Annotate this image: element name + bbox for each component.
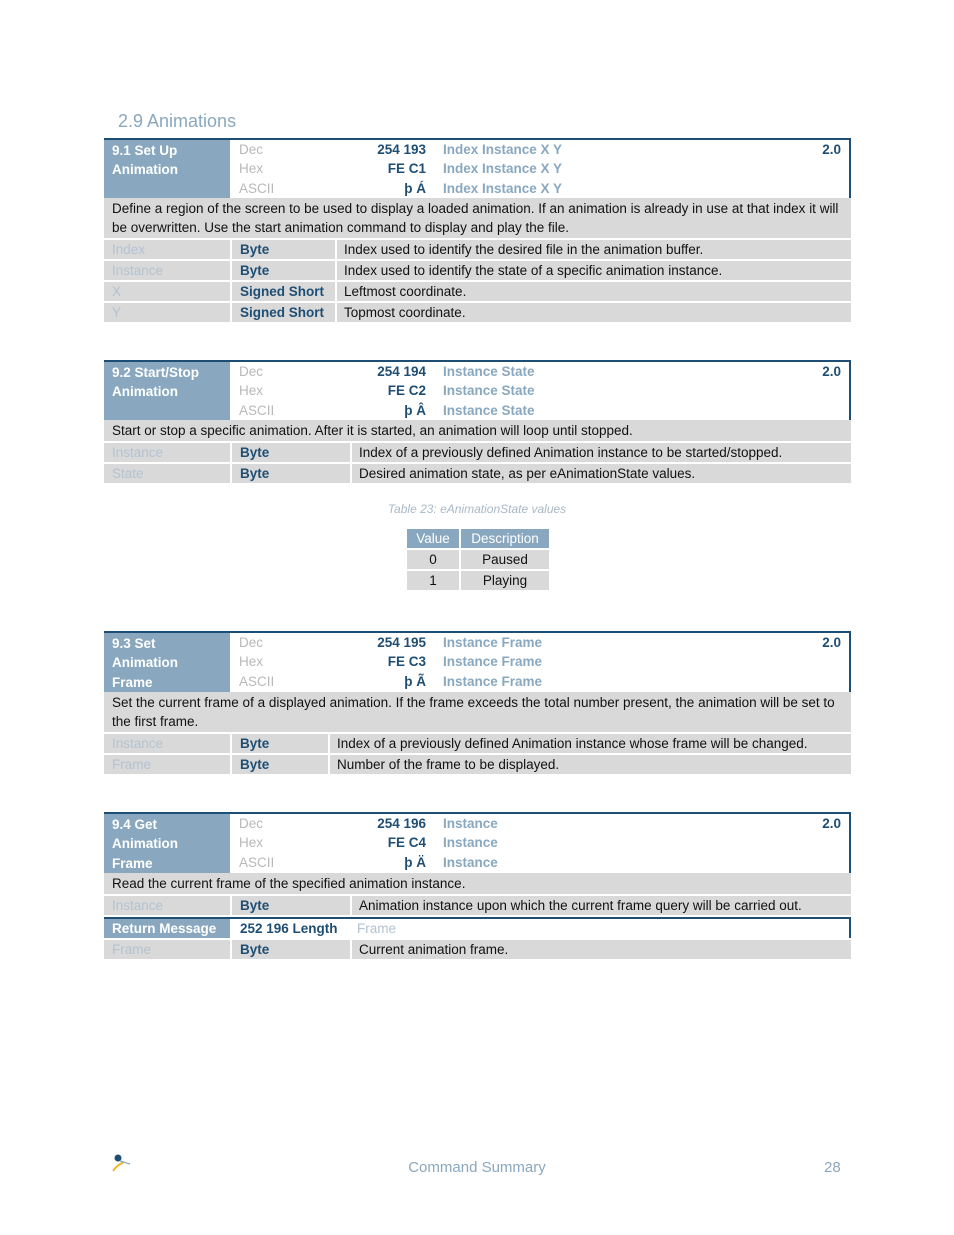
command-version: 2.0 bbox=[822, 816, 841, 831]
param-desc: Desired animation state, as per eAnimationState values. bbox=[352, 464, 851, 483]
command-name-line: Animation bbox=[112, 655, 178, 671]
command-header bbox=[104, 631, 851, 692]
command-name-line: 9.4 Get bbox=[112, 817, 158, 832]
param-type: Byte bbox=[232, 896, 350, 915]
code-label: Hex bbox=[239, 383, 264, 399]
return-message-row bbox=[104, 917, 851, 938]
enum-description: Paused bbox=[460, 549, 550, 570]
param-desc: Index of a previously defined Animation instance to be started/stopped. bbox=[352, 443, 851, 462]
code-label: Dec bbox=[239, 816, 264, 831]
param-type: Byte bbox=[232, 464, 350, 483]
code-label: Hex bbox=[239, 835, 264, 851]
param-type: Signed Short bbox=[232, 282, 335, 301]
param-desc: Index used to identify the state of a specific animation instance. bbox=[337, 261, 851, 280]
code-value: þ Ä bbox=[404, 854, 426, 870]
command-description: Read the current frame of the specified animation instance. bbox=[104, 873, 851, 896]
code-params: Instance Frame bbox=[443, 654, 543, 670]
code-label: Dec bbox=[239, 142, 264, 157]
param-name: State bbox=[104, 464, 230, 483]
param-row bbox=[104, 896, 851, 915]
param-name: Y bbox=[104, 303, 230, 322]
param-name: Frame bbox=[104, 940, 230, 959]
code-label: Dec bbox=[239, 364, 264, 379]
code-value: 254 196 bbox=[377, 816, 426, 831]
code-params: Index Instance X Y bbox=[443, 142, 563, 157]
command-name-line: Animation bbox=[112, 836, 178, 852]
param-row bbox=[104, 464, 851, 483]
code-value: FE C1 bbox=[387, 161, 426, 177]
code-params: Instance bbox=[443, 835, 498, 851]
param-name: Instance bbox=[104, 734, 230, 753]
command-name-line: 9.2 Start/Stop bbox=[112, 365, 200, 380]
enum-value: 0 bbox=[407, 549, 460, 570]
command-description: Define a region of the screen to be used to display a loaded animation. If an animation is already in use at that index it will be overwritten. Use the start animation command to display and play the file. bbox=[104, 198, 851, 240]
enum-row bbox=[407, 570, 550, 590]
param-desc: Current animation frame. bbox=[352, 940, 851, 959]
code-params: Instance bbox=[443, 854, 498, 870]
page-number: 28 bbox=[824, 1159, 841, 1176]
command-version: 2.0 bbox=[822, 364, 841, 379]
param-type: Byte bbox=[232, 443, 350, 462]
command-name bbox=[104, 140, 230, 198]
param-row bbox=[104, 261, 851, 280]
code-params: Index Instance X Y bbox=[443, 161, 563, 177]
command-set-animation-frame bbox=[104, 631, 851, 776]
code-label: ASCII bbox=[239, 402, 275, 418]
param-row bbox=[104, 443, 851, 462]
enum-description: Playing bbox=[460, 570, 550, 590]
param-type: Signed Short bbox=[232, 303, 335, 322]
code-label: ASCII bbox=[239, 180, 275, 196]
param-row bbox=[104, 755, 851, 774]
param-desc: Leftmost coordinate. bbox=[337, 282, 851, 301]
code-value: þ Â bbox=[404, 402, 426, 418]
param-name: X bbox=[104, 282, 230, 301]
param-row bbox=[104, 303, 851, 322]
code-value: FE C2 bbox=[387, 383, 426, 399]
param-desc: Animation instance upon which the current frame query will be carried out. bbox=[352, 896, 851, 915]
param-desc: Index used to identify the desired file in the animation buffer. bbox=[337, 240, 851, 259]
footer-section-title: Command Summary bbox=[408, 1159, 546, 1176]
code-params: Instance Frame bbox=[443, 673, 543, 689]
code-label: ASCII bbox=[239, 854, 275, 870]
table-caption: Table 23: eAnimationState values bbox=[387, 502, 567, 516]
code-value: 254 194 bbox=[377, 364, 426, 379]
code-value: 254 193 bbox=[377, 142, 426, 157]
enum-table bbox=[407, 529, 551, 590]
command-header bbox=[104, 360, 851, 420]
param-desc: Number of the frame to be displayed. bbox=[330, 755, 851, 774]
command-description: Start or stop a specific animation. After it is started, an animation will loop until stopped. bbox=[104, 420, 851, 443]
code-params: Index Instance X Y bbox=[443, 180, 563, 196]
param-type: Byte bbox=[232, 734, 328, 753]
code-value: FE C4 bbox=[387, 835, 426, 851]
code-value: þ Á bbox=[404, 180, 426, 196]
command-start-stop-animation bbox=[104, 360, 851, 485]
command-name-line: Animation bbox=[112, 162, 178, 178]
command-name bbox=[104, 814, 230, 873]
return-message-code: 252 196 Length bbox=[240, 920, 338, 936]
section-title: 2.9 Animations bbox=[118, 111, 237, 131]
command-version: 2.0 bbox=[822, 142, 841, 157]
param-desc: Index of a previously defined Animation instance whose frame will be changed. bbox=[330, 734, 851, 753]
code-label: Hex bbox=[239, 654, 264, 670]
code-value: þ Ã bbox=[404, 673, 426, 689]
command-name bbox=[104, 633, 230, 692]
code-label: Dec bbox=[239, 635, 264, 650]
code-params: Instance Frame bbox=[443, 635, 543, 650]
param-name: Index bbox=[104, 240, 230, 259]
param-row bbox=[104, 940, 851, 959]
command-get-animation-frame bbox=[104, 812, 851, 961]
code-params: Instance State bbox=[443, 364, 535, 379]
code-value: 254 195 bbox=[377, 635, 426, 650]
enum-value: 1 bbox=[407, 570, 460, 590]
param-row bbox=[104, 282, 851, 301]
command-name bbox=[104, 362, 230, 420]
command-name-line: 9.3 Set bbox=[112, 636, 156, 651]
code-value: FE C3 bbox=[387, 654, 426, 670]
command-version: 2.0 bbox=[822, 635, 841, 650]
param-row bbox=[104, 240, 851, 259]
code-label: ASCII bbox=[239, 673, 275, 689]
param-desc: Topmost coordinate. bbox=[337, 303, 851, 322]
enum-row bbox=[407, 549, 550, 570]
param-type: Byte bbox=[232, 261, 335, 280]
param-name: Instance bbox=[104, 443, 230, 462]
code-label: Hex bbox=[239, 161, 264, 177]
code-params: Instance bbox=[443, 816, 498, 831]
command-name-line: Frame bbox=[112, 855, 153, 871]
command-name-line: 9.1 Set Up bbox=[112, 143, 178, 158]
param-type: Byte bbox=[232, 940, 350, 959]
command-name-line: Animation bbox=[112, 384, 178, 400]
enum-header: Description bbox=[460, 529, 550, 549]
command-name-line: Frame bbox=[112, 674, 153, 690]
code-params: Instance State bbox=[443, 383, 535, 399]
param-row bbox=[104, 734, 851, 753]
code-params: Instance State bbox=[443, 402, 535, 418]
return-message-params: Frame bbox=[357, 920, 397, 936]
param-name: Instance bbox=[104, 261, 230, 280]
command-set-up-animation bbox=[104, 138, 851, 324]
param-type: Byte bbox=[232, 240, 335, 259]
param-type: Byte bbox=[232, 755, 328, 774]
enum-header: Value bbox=[407, 529, 460, 549]
param-name: Instance bbox=[104, 896, 230, 915]
command-header bbox=[104, 138, 851, 198]
command-description: Set the current frame of a displayed animation. If the frame exceeds the total number present, the animation will be set to the first frame. bbox=[104, 692, 851, 734]
param-name: Frame bbox=[104, 755, 230, 774]
return-message-label: Return Message bbox=[104, 919, 230, 938]
command-header bbox=[104, 812, 851, 873]
